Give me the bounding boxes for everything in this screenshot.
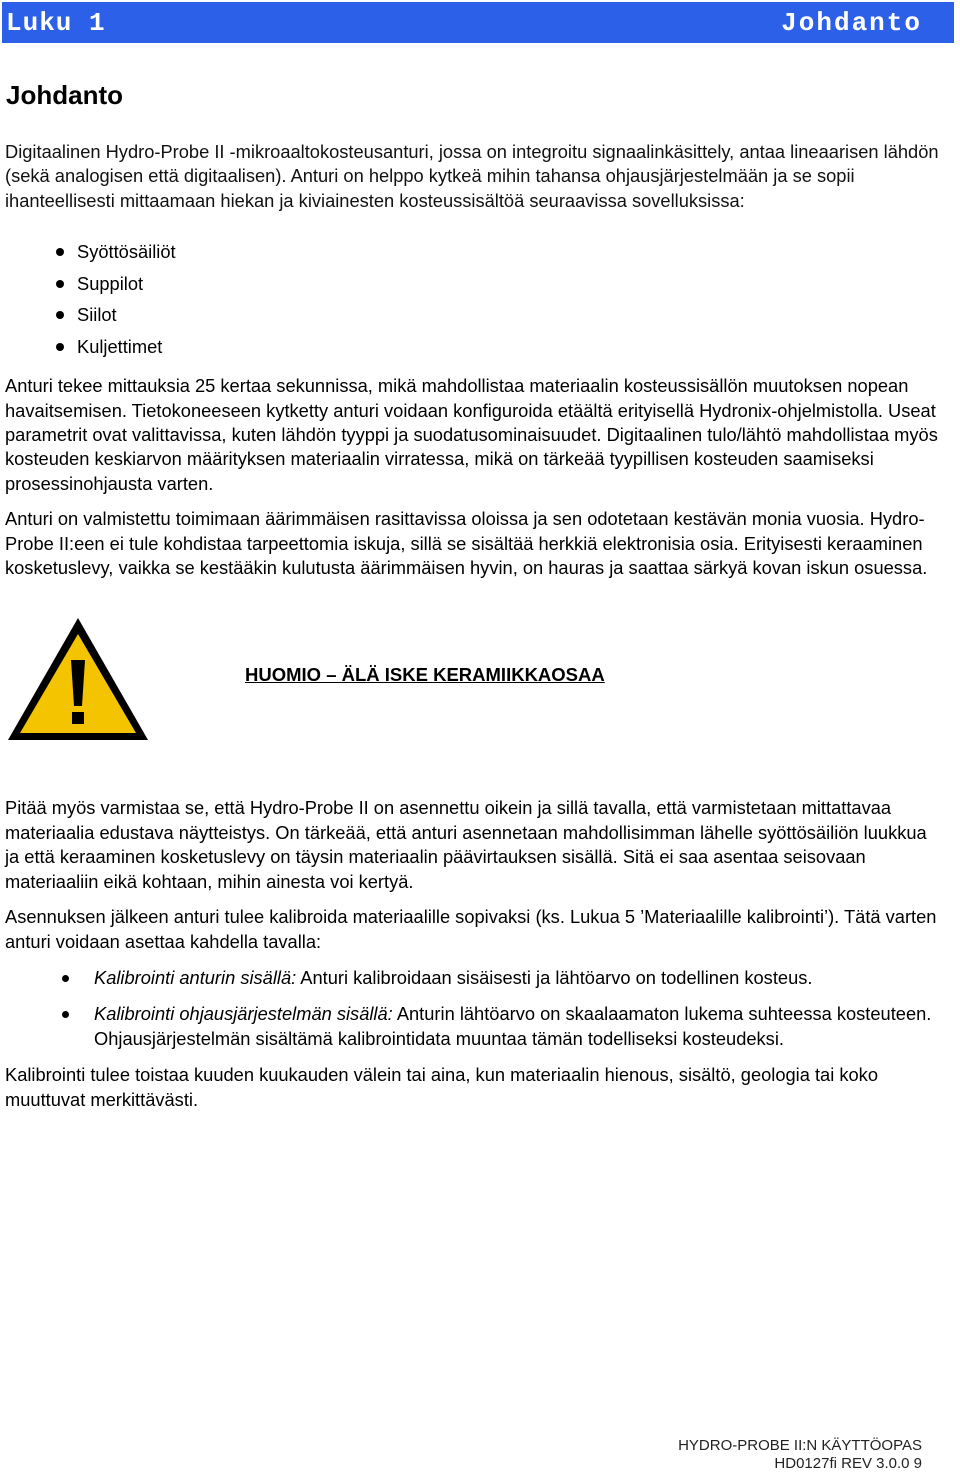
- warning-text: HUOMIO – ÄLÄ ISKE KERAMIIKKAOSAA: [245, 664, 605, 686]
- document-reference: [678, 1455, 922, 1473]
- recalibration-paragraph: Kalibrointi tulee toistaa kuuden kuukauden välein tai aina, kun materiaalin hienous, sisältö, geologia tai koko muuttuvat merkittävästi.: [5, 1064, 878, 1110]
- calibration-paragraph: Asennuksen jälkeen anturi tulee kalibroida materiaalille sopivaksi (ks. Lukua 5 ’Materiaalille kalibrointi’). Tätä varten anturi voidaan asettaa kahdella tavalla:: [5, 906, 937, 952]
- warning-triangle-icon: [5, 614, 151, 744]
- list-item: Siilot: [53, 299, 945, 331]
- list-item: [94, 966, 945, 990]
- page-title: Johdanto: [6, 80, 123, 110]
- doc-ref: HD0127fi REV 3.0.0: [774, 1455, 910, 1472]
- method-term: Kalibrointi ohjausjärjestelmän sisällä:: [94, 1003, 393, 1025]
- list-item: Kuljettimet: [53, 331, 945, 363]
- installation-paragraph: Pitää myös varmistaa se, että Hydro-Probe II on asennettu oikein ja sillä tavalla, että varmistetaan mittattavaa materiaalia edustava näytteistys. On tärkeää, että anturi asennetaan mahdollisimman lähelle syöttösäiliön luukkua ja että keraaminen kosketuslevy on täysin materiaalin päävirtauksen sisällä. Sitä ei saa asentaa seisovaan materiaaliin eikä kohtaan, mihin ainesta voi kertyä.: [5, 797, 927, 892]
- list-item: Suppilot: [53, 268, 945, 300]
- method-description: Anturi kalibroidaan sisäisesti ja lähtöarvo on todellinen kosteus.: [296, 966, 813, 988]
- chapter-label: Luku 1: [6, 8, 106, 38]
- intro-paragraph: Digitaalinen Hydro-Probe II -mikroaaltokosteusanturi, jossa on integroitu signaalinkäsittely, antaa lineaarisen lähdön (sekä analogisen että digitaalisen). Anturi on helppo kytkeä mihin tahansa ohjausjärjestelmään ja se sopii ihanteellisesti mittaamaan hiekan ja kiviainesten kosteussisältöä seuraavissa sovelluksissa:: [5, 141, 939, 211]
- document-body: [5, 140, 945, 1112]
- durability-paragraph: Anturi on valmistettu toimimaan äärimmäisen rasittavissa oloissa ja sen odotetaan kestävän monia vuosia. Hydro-Probe II:een ei tule kohdistaa tarpeettomia iskuja, sillä se sisältää herkkiä elektronisia osia. Erityisesti keraaminen kosketuslevy, vaikka se kestääkin kulutusta äärimmäisen hyvin, on hauras ja saattaa särkyä kovan iskun osuessa.: [5, 508, 928, 579]
- warning-block: [5, 614, 945, 796]
- method-term: Kalibrointi anturin sisällä:: [94, 966, 297, 988]
- page-number: 9: [913, 1455, 922, 1472]
- manual-title: HYDRO-PROBE II:N KÄYTTÖOPAS: [678, 1437, 922, 1454]
- section-label: Johdanto: [781, 8, 922, 38]
- list-item: Syöttösäiliöt: [53, 236, 945, 268]
- calibration-methods-list: [5, 966, 945, 1051]
- chapter-header-bar: [2, 2, 954, 43]
- method-description: Anturin lähtöarvo on skaalaamaton lukema suhteessa kosteuteen. Ohjausjärjestelmän sisältämä kalibrointidata muuntaa tämän todelliseksi kosteudeksi.: [94, 1003, 932, 1049]
- measurement-paragraph: Anturi tekee mittauksia 25 kertaa sekunnissa, mikä mahdollistaa materiaalin kosteussisällön muutoksen nopean havaitsemisen. Tietokoneeseen kytketty anturi voidaan konfiguroida etäältä erityisellä Hydronix-ohjelmistolla. Useat parametrit ovat valittavissa, kuten lähdön tyyppi ja suodatusominaisuudet. Digitaalinen tulo/lähtö mahdollistaa myös kosteuden keskiarvon määrityksen materiaalin virratessa, mikä on tärkeää tyypillisen kosteuden saamiseksi prosessinohjausta varten.: [5, 375, 938, 494]
- list-item: [94, 1002, 945, 1051]
- applications-list: [5, 236, 945, 362]
- page-footer: [678, 1437, 922, 1473]
